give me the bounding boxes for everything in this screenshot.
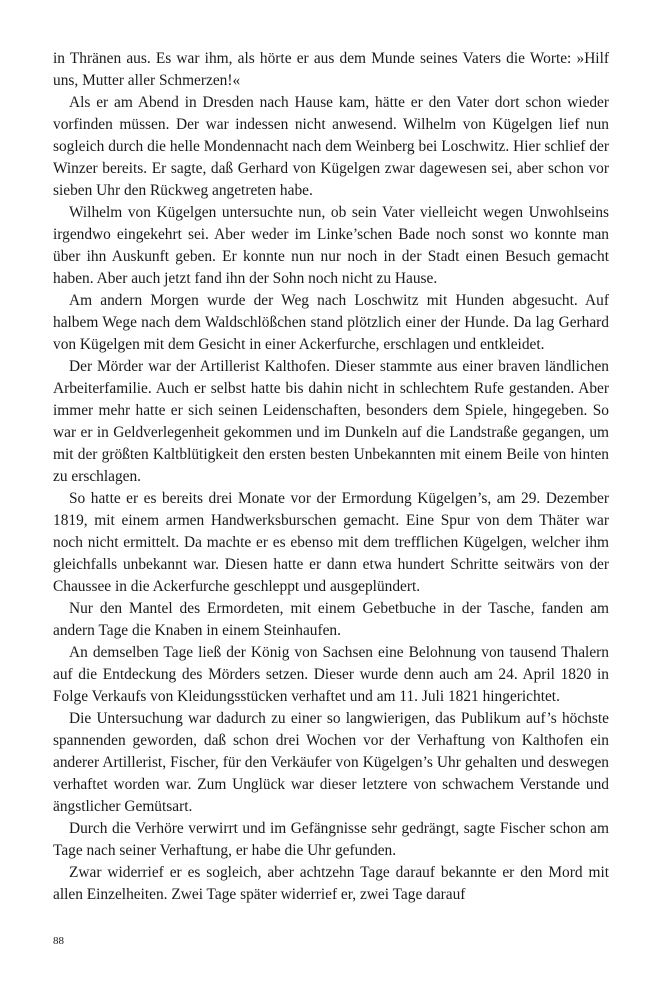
paragraph-11: Zwar widerrief er es sogleich, aber achtzehn Tage darauf bekannte er den Mord mit allen Einzelheiten. Zwei Tage später widerrief er, zwei Tage darauf (53, 864, 609, 903)
paragraph-1: in Thränen aus. Es war ihm, als hörte er aus dem Munde seines Vaters die Worte: »Hilf uns, Mutter aller Schmerzen!« (53, 50, 609, 89)
paragraph-7: Nur den Mantel des Ermordeten, mit einem Gebetbuche in der Tasche, fanden am andern Tage die Knaben in einem Steinhaufen. (53, 600, 609, 639)
paragraph-10: Durch die Verhöre verwirrt und im Gefängnisse sehr gedrängt, sagte Fischer schon am Tage nach seiner Verhaftung, er habe die Uhr gefunden. (53, 820, 609, 859)
page-body (53, 48, 609, 906)
page-number: 88 (53, 935, 64, 947)
paragraph-3: Wilhelm von Kügelgen untersuchte nun, ob sein Vater vielleicht wegen Unwohlseins irgendwo eingekehrt sei. Aber weder im Linke’schen Bade noch sonst wo konnte man über ihn Auskunft geben. Er konnte nun nur noch in der Stadt einen Besuch gemacht haben. Aber auch jetzt fand ihn der Sohn noch nicht zu Hause. (53, 204, 609, 287)
paragraph-5: Der Mörder war der Artillerist Kalthofen. Dieser stammte aus einer braven ländlichen Arbeiterfamilie. Auch er selbst hatte bis dahin nicht in schlechtem Rufe gestanden. Aber immer mehr hatte er sich seinen Leidenschaften, besonders dem Spiele, hingegeben. So war er in Geldverlegenheit gekommen und im Dunkeln auf die Landstraße gegangen, um mit der größten Kaltblütigkeit den ersten besten Unbekannten mit einem Beile von hinten zu erschlagen. (53, 358, 609, 485)
paragraph-2: Als er am Abend in Dresden nach Hause kam, hätte er den Vater dort schon wieder vorfinden müssen. Der war indessen nicht anwesend. Wilhelm von Kügelgen lief nun sogleich durch die helle Mondennacht nach dem Weinberg bei Loschwitz. Hier schlief der Winzer bereits. Er sagte, daß Gerhard von Kügelgen zwar dagewesen sei, aber schon vor sieben Uhr den Rückweg angetreten habe. (53, 94, 609, 199)
paragraph-9: Die Untersuchung war dadurch zu einer so langwierigen, das Publikum auf’s höchste spannenden geworden, daß schon drei Wochen vor der Verhaftung von Kalthofen ein anderer Artillerist, Fischer, für den Verkäufer von Kügelgen’s Uhr gehalten und deswegen verhaftet worden war. Zum Unglück war dieser letztere von schwachem Verstande und ängstlicher Gemütsart. (53, 710, 609, 815)
paragraph-6: So hatte er es bereits drei Monate vor der Ermordung Kügelgen’s, am 29. Dezember 1819, mit einem armen Handwerksburschen gemacht. Eine Spur von dem Thäter war noch nicht ermittelt. Da machte er es ebenso mit dem trefflichen Kügelgen, welcher ihm gleichfalls unbekannt war. Diesen hatte er dann etwa hundert Schritte seitwärs von der Chaussee in die Ackerfurche geschleppt und ausgeplündert. (53, 490, 609, 595)
paragraph-4: Am andern Morgen wurde der Weg nach Loschwitz mit Hunden abgesucht. Auf halbem Wege nach dem Waldschlößchen stand plötzlich einer der Hunde. Da lag Gerhard von Kügelgen mit dem Gesicht in einer Ackerfurche, erschlagen und entkleidet. (53, 292, 609, 353)
paragraph-8: An demselben Tage ließ der König von Sachsen eine Belohnung von tausend Thalern auf die Entdeckung des Mörders setzen. Dieser wurde denn auch am 24. April 1820 in Folge Verkaufs von Kleidungsstücken verhaftet und am 11. Juli 1821 hingerichtet. (53, 644, 609, 705)
